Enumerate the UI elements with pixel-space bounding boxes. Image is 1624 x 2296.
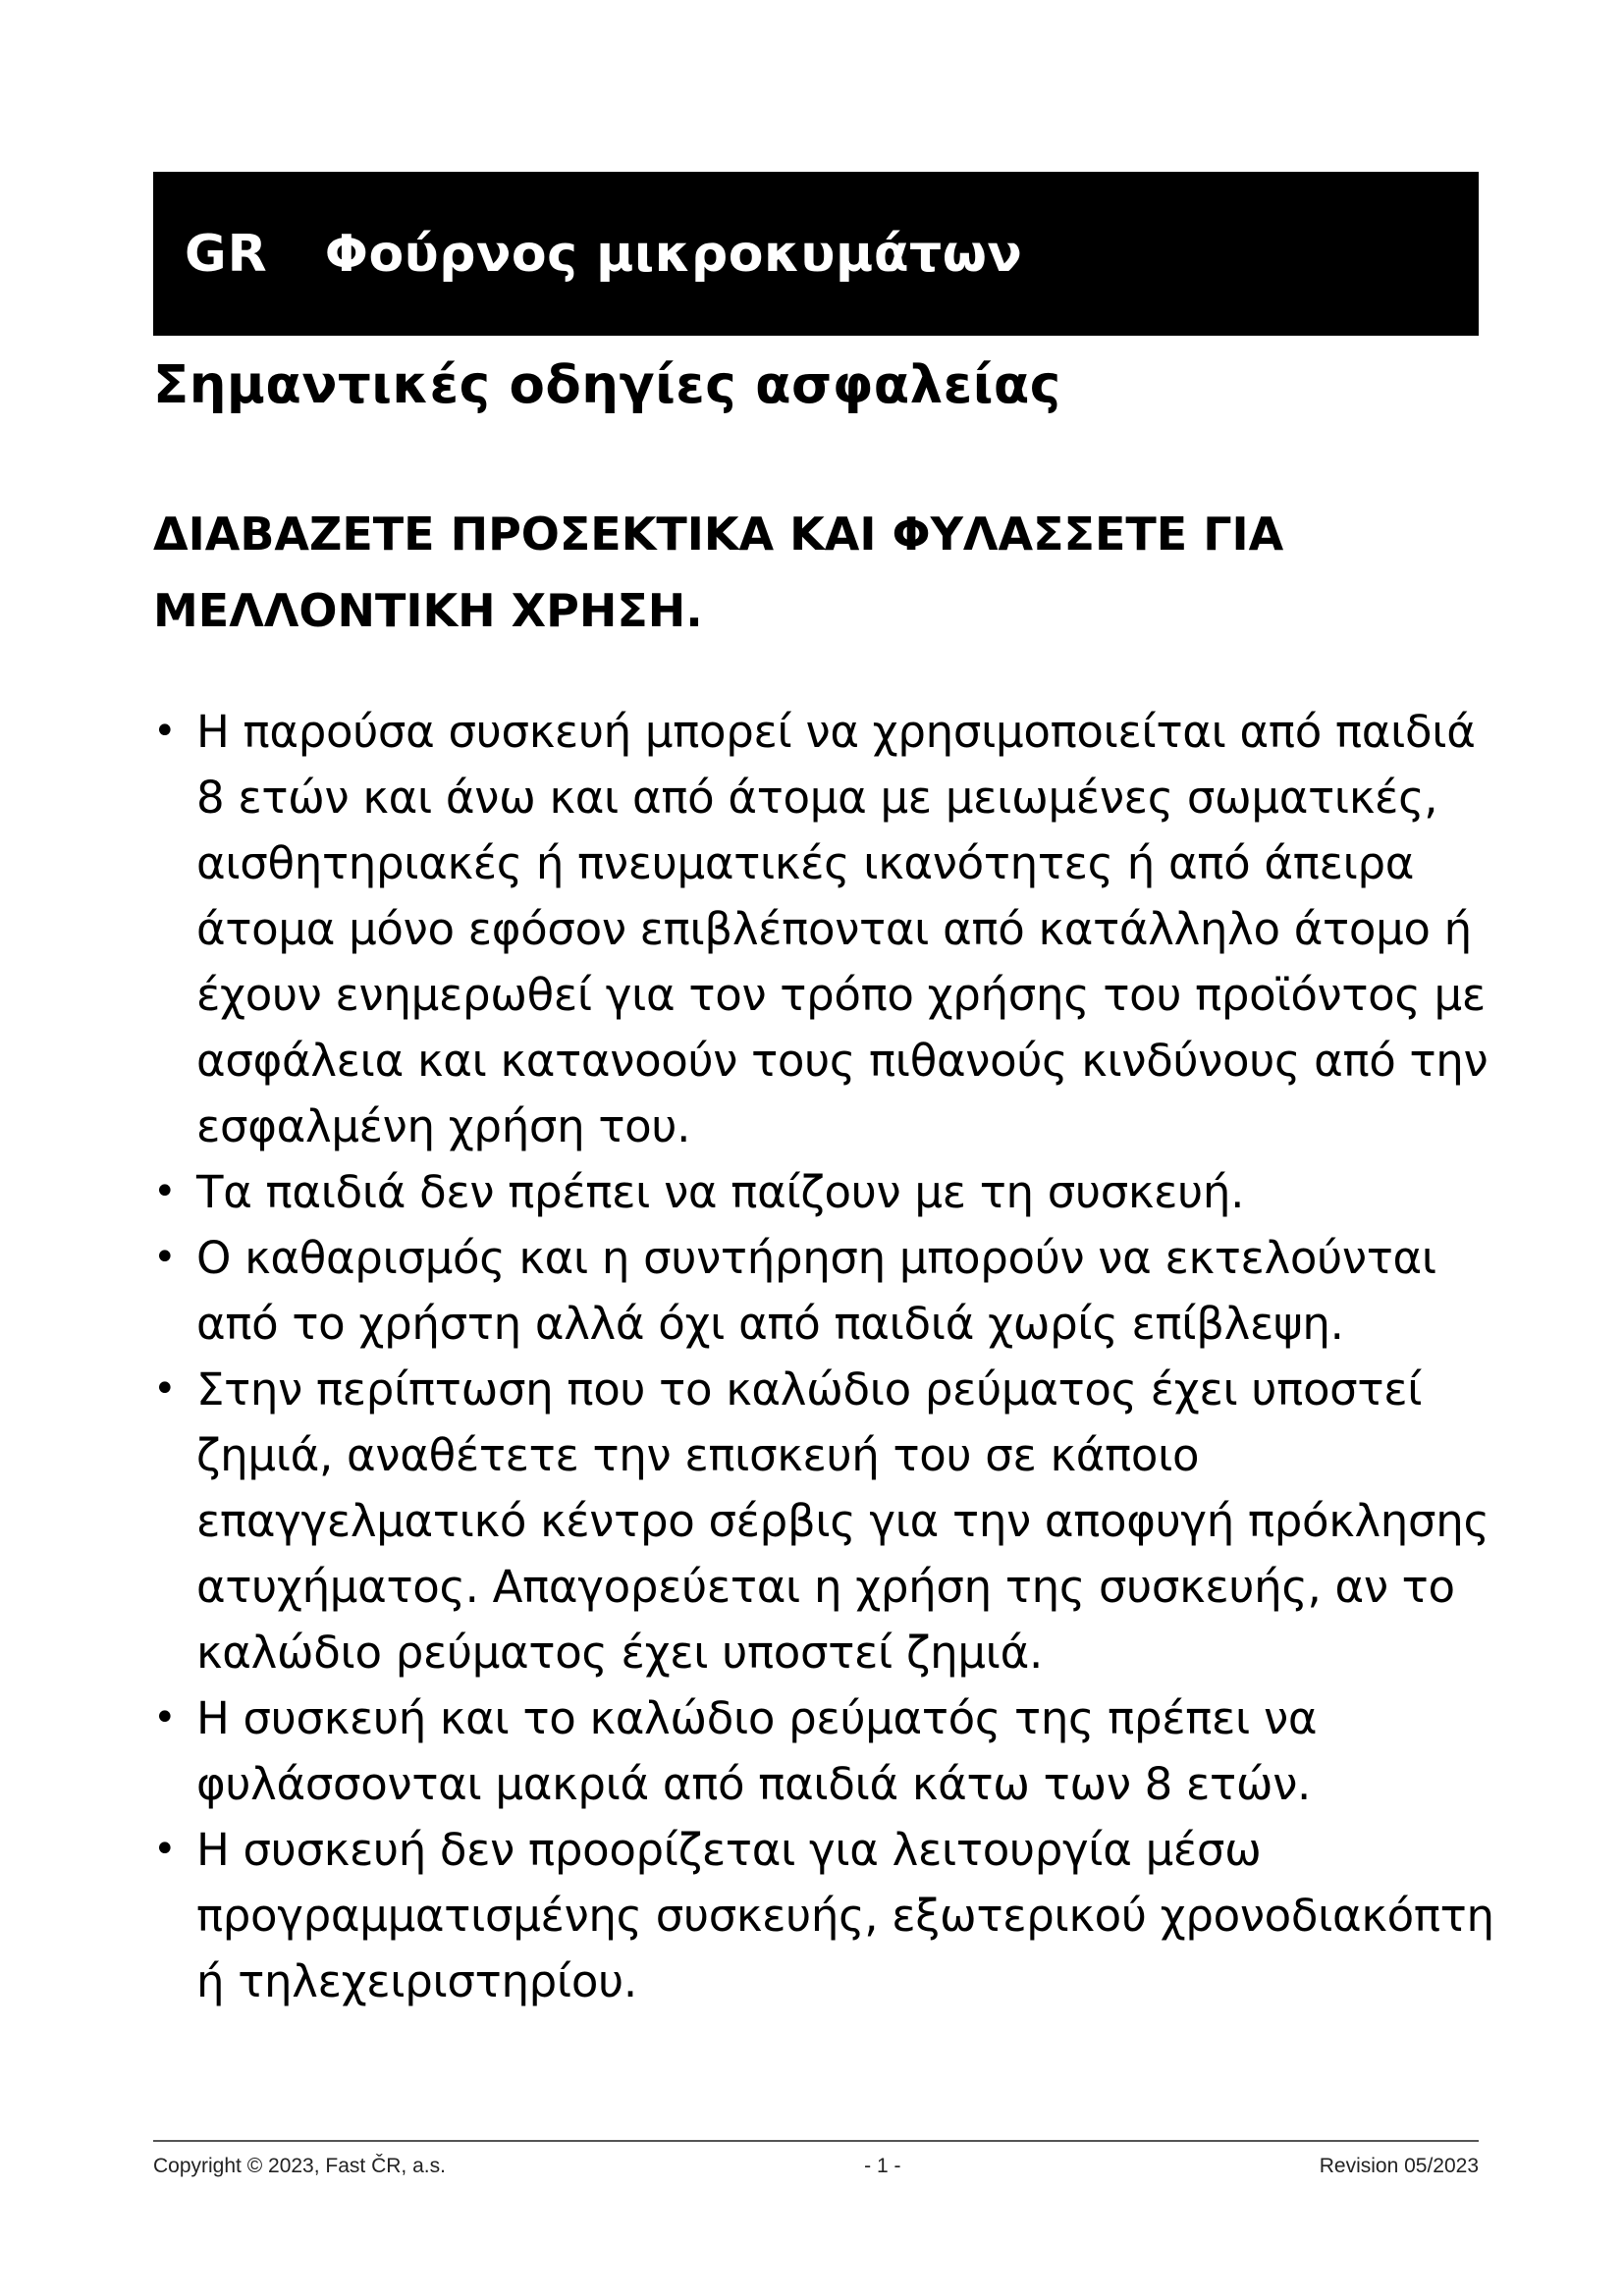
language-code: GR bbox=[185, 224, 268, 284]
list-item: • Τα παιδιά δεν πρέπει να παίζουν με τη συσκευή. bbox=[153, 1159, 1508, 1225]
list-item: • Ο καθαρισμός και η συντήρηση μπορούν να εκτελούνται από το χρήστη αλλά όχι από παιδιά χωρίς επίβλεψη. bbox=[153, 1225, 1508, 1357]
document-title: Φούρνος μικροκυμάτων bbox=[324, 224, 1023, 284]
safety-instructions-list bbox=[153, 699, 1508, 2014]
page-number: - 1 - bbox=[864, 2155, 901, 2177]
page-footer bbox=[153, 2155, 1479, 2178]
footer-divider bbox=[153, 2140, 1479, 2142]
list-item: • Στην περίπτωση που το καλώδιο ρεύματος έχει υποστεί ζημιά, αναθέτετε την επισκευή του σε κάποιο επαγγελματικό κέντρο σέρβις για την αποφυγή πρόκλησης ατυχήματος. Απαγορεύεται η χρήση της συσκευής, αν το καλώδιο ρεύματος έχει υποστεί ζημιά. bbox=[153, 1357, 1508, 1685]
section-title: Σημαντικές οδηγίες ασφαλείας bbox=[153, 355, 1061, 415]
list-item: • Η παρούσα συσκευή μπορεί να χρησιμοποιείται από παιδιά 8 ετών και άνω και από άτομα με μειωμένες σωματικές, αισθητηριακές ή πνευματικές ικανότητες ή από άπειρα άτομα μόνο εφόσον επιβλέπονται από κατάλληλο άτομο ή έχουν ενημερωθεί για τον τρόπο χρήσης του προϊόντος με ασφάλεια και κατανοούν τους πιθανούς κινδύνους από την εσφαλμένη χρήση του. bbox=[153, 699, 1508, 1159]
list-item: • Η συσκευή και το καλώδιο ρεύματός της πρέπει να φυλάσσονται μακριά από παιδιά κάτω των 8 ετών. bbox=[153, 1685, 1508, 1817]
list-item: • Η συσκευή δεν προορίζεται για λειτουργία μέσω προγραμματισμένης συσκευής, εξωτερικού χρονοδιακόπτη ή τηλεχειριστηρίου. bbox=[153, 1817, 1508, 2014]
revision-text: Revision 05/2023 bbox=[1319, 2155, 1479, 2177]
warning-notice: ΔΙΑΒΑΖΕΤΕ ΠΡΟΣΕΚΤΙΚΑ ΚΑΙ ΦΥΛΑΣΣΕΤΕ ΓΙΑ ΜΕΛΛΟΝΤΙΚΗ ΧΡΗΣΗ. bbox=[153, 507, 1284, 637]
title-banner bbox=[153, 172, 1479, 336]
copyright-text: Copyright © 2023, Fast ČR, a.s. bbox=[153, 2155, 446, 2177]
